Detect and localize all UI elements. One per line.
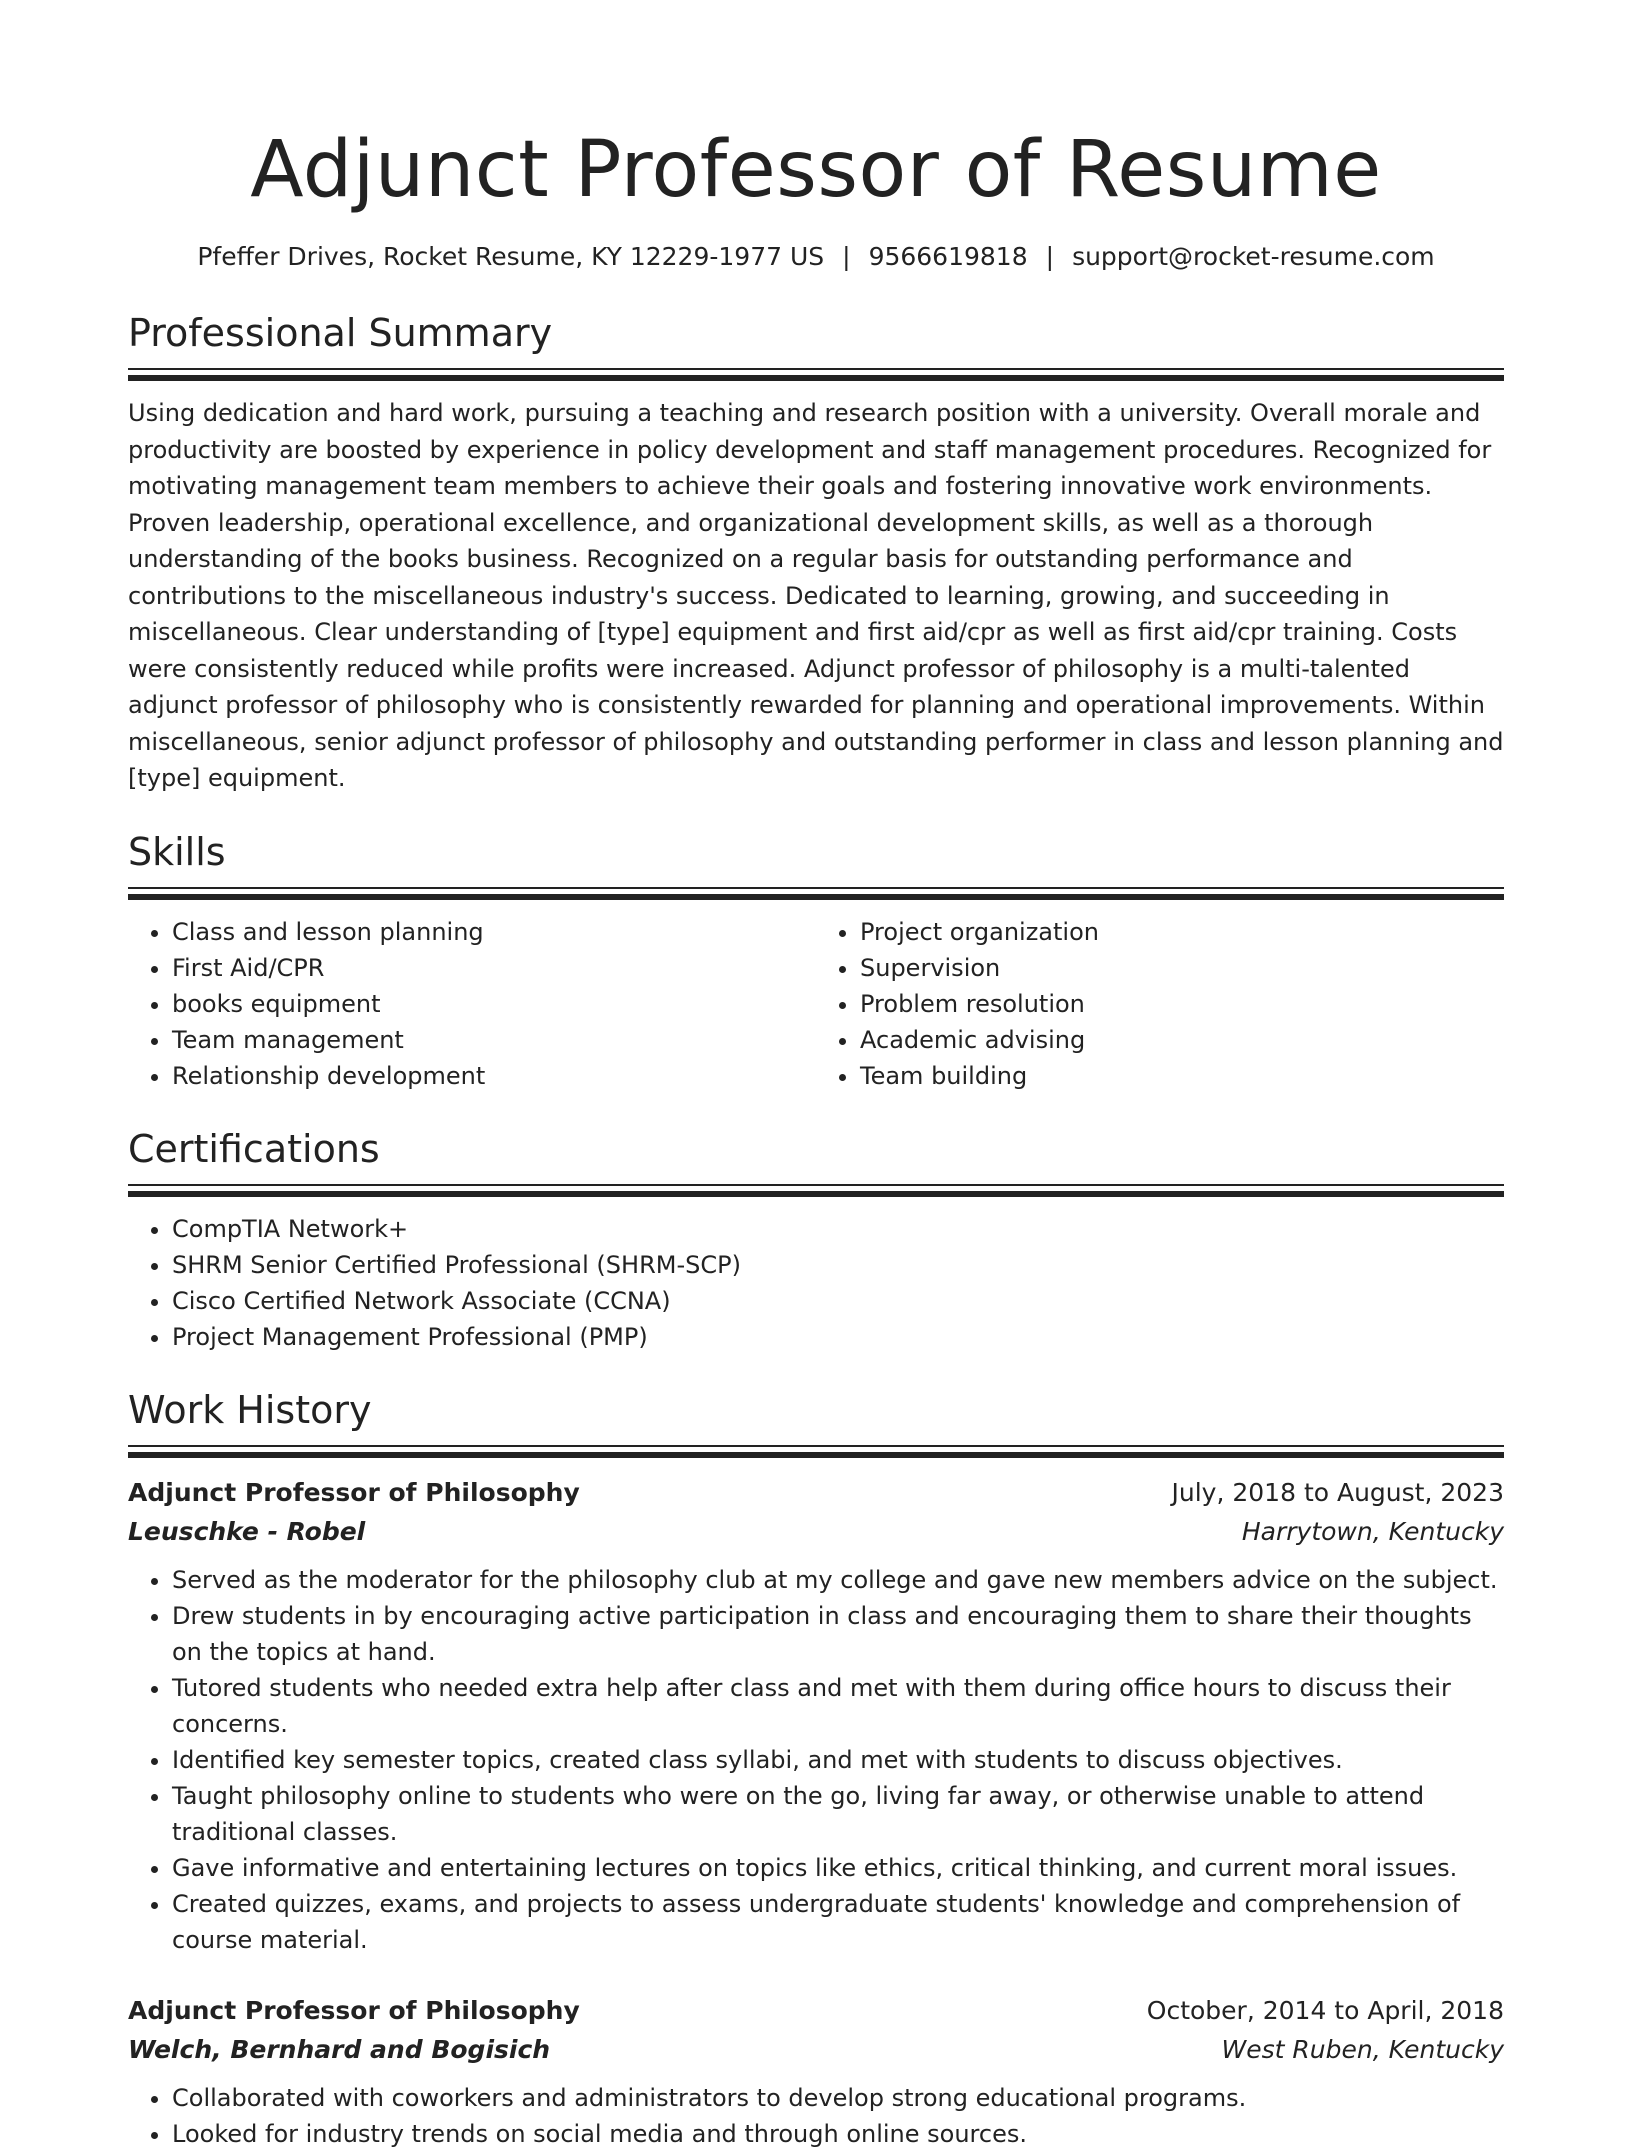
certification-item: • CompTIA Network+	[172, 1211, 1504, 1247]
job-bullet: • Drew students in by encouraging active participation in class and encouraging them to share their thoughts on the topics at hand.	[172, 1598, 1504, 1670]
section-divider	[128, 1184, 1504, 1197]
resume-title: Adjunct Professor of Resume	[250, 125, 1382, 215]
skill-item: • books equipment	[172, 986, 816, 1022]
section-divider	[128, 1445, 1504, 1458]
job-header	[128, 1992, 1504, 2030]
job-company: Welch, Bernhard and Bogisich	[128, 2034, 551, 2064]
certifications-section	[128, 1124, 1504, 1355]
section-title-summary: Professional Summary	[128, 311, 553, 355]
section-divider	[128, 887, 1504, 900]
skills-section	[128, 827, 1504, 1094]
section-divider	[128, 368, 1504, 381]
section-title-certifications: Certifications	[128, 1126, 380, 1171]
summary-section	[128, 308, 1504, 797]
section-title-work-history: Work History	[128, 1387, 372, 1432]
job-subheader	[128, 2030, 1504, 2070]
job-location: Harrytown, Kentucky	[1241, 1516, 1504, 1546]
skills-list-right	[816, 914, 1504, 1094]
certification-item: • Cisco Certified Network Associate (CCNA)	[172, 1283, 1504, 1319]
job-bullet: • Created quizzes, exams, and projects to assess undergraduate students' knowledge and comprehension of course material.	[172, 1886, 1504, 1958]
job-bullet: • Taught philosophy online to students who were on the go, living far away, or otherwise unable to attend traditional classes.	[172, 1778, 1504, 1850]
skill-item: • Relationship development	[172, 1058, 816, 1094]
job-dates: October, 2014 to April, 2018	[1146, 1995, 1504, 2025]
contact-separator: |	[1045, 242, 1055, 271]
skill-item: • Problem resolution	[860, 986, 1504, 1022]
skill-item: • Team management	[172, 1022, 816, 1058]
skill-item: • Supervision	[860, 950, 1504, 986]
job-title: Adjunct Professor of Philosophy	[128, 1995, 580, 2025]
resume-page	[128, 0, 1504, 2152]
job-bullet: • Tutored students who needed extra help after class and met with them during office hours to discuss their concerns.	[172, 1670, 1504, 1742]
job-location: West Ruben, Kentucky	[1221, 2034, 1504, 2064]
contact-email: support@rocket-resume.com	[1072, 242, 1435, 271]
job-bullets	[128, 2080, 1504, 2152]
job-bullet: • Looked for industry trends on social media and through online sources.	[172, 2116, 1504, 2152]
contact-phone: 9566619818	[868, 242, 1028, 271]
job-entry	[128, 1992, 1504, 2152]
certification-item: • Project Management Professional (PMP)	[172, 1319, 1504, 1355]
job-bullet: • Collaborated with coworkers and administrators to develop strong educational programs.	[172, 2080, 1504, 2116]
job-dates: July, 2018 to August, 2023	[1171, 1477, 1504, 1507]
job-entry	[128, 1474, 1504, 1958]
skill-item: • Team building	[860, 1058, 1504, 1094]
job-bullet: • Gave informative and entertaining lectures on topics like ethics, critical thinking, and current moral issues.	[172, 1850, 1504, 1886]
contact-separator: |	[842, 242, 851, 271]
skills-list-left	[128, 914, 816, 1094]
skill-item: • Academic advising	[860, 1022, 1504, 1058]
job-subheader	[128, 1512, 1504, 1552]
job-title: Adjunct Professor of Philosophy	[128, 1477, 580, 1507]
contact-address: Pfeffer Drives, Rocket Resume, KY 12229-1977 US	[197, 242, 825, 271]
work-history-section	[128, 1385, 1504, 2152]
job-bullet: • Served as the moderator for the philosophy club at my college and gave new members advice on the subject.	[172, 1562, 1504, 1598]
job-bullets	[128, 1562, 1504, 1958]
skills-grid	[128, 914, 1504, 1094]
skill-item: • Project organization	[860, 914, 1504, 950]
certification-item: • SHRM Senior Certified Professional (SHRM-SCP)	[172, 1247, 1504, 1283]
certifications-list	[128, 1211, 1504, 1355]
section-title-skills: Skills	[128, 829, 226, 874]
job-company: Leuschke - Robel	[128, 1516, 366, 1546]
job-header	[128, 1474, 1504, 1512]
skill-item: • First Aid/CPR	[172, 950, 816, 986]
skill-item: • Class and lesson planning	[172, 914, 816, 950]
job-bullet: • Identified key semester topics, created class syllabi, and met with students to discuss objectives.	[172, 1742, 1504, 1778]
summary-text: Using dedication and hard work, pursuing a teaching and research position with a university. Overall morale and productivity are boosted by experience in policy development and staff management procedures. Recognized for motivating management team members to achieve their goals and fostering innovative work environments. Proven leadership, operational excellence, and organizational development skills, as well as a thorough understanding of the books business. Recognized on a regular basis for outstanding performance and contributions to the miscellaneous industry's success. Dedicated to learning, growing, and succeeding in miscellaneous. Clear understanding of [type] equipment and first aid/cpr as well as first aid/cpr training. Costs were consistently reduced while profits were increased. Adjunct professor of philosophy is a multi-talented adjunct professor of philosophy who is consistently rewarded for planning and operational improvements. Within miscellaneous, senior adjunct professor of philosophy and outstanding performer in class and lesson planning and [type] equipment.	[128, 399, 1504, 792]
contact-line	[128, 240, 1504, 274]
